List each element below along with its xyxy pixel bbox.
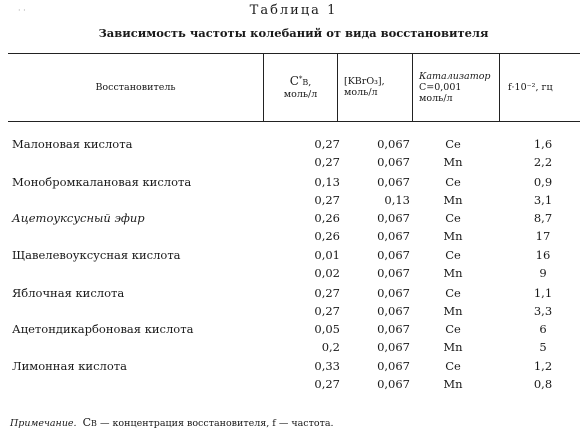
table-row: Малоновая кислота 0,27 0,067 Ce 1,6 <box>12 137 553 151</box>
header-frequency: f·10⁻², гц <box>508 81 553 93</box>
table-row: Лимонная кислота 0,33 0,067 Ce 1,2 <box>12 359 553 373</box>
header-bottom-rule <box>8 121 580 122</box>
table-row: 0,27 0,067 Mn 3,3 <box>314 304 553 318</box>
table-row: Монобромкалановая кислота 0,13 0,067 Ce 0,9 <box>12 175 553 189</box>
table-row: Щавелевоуксусная кислота 0,01 0,067 Ce 16 <box>12 248 551 262</box>
table-row: 0,27 0,13 Mn 3,1 <box>314 193 553 207</box>
table-row: 0,26 0,067 Mn 17 <box>314 229 551 243</box>
scan-artifact: · · <box>18 6 26 15</box>
table-footnote: Примечание. CB — концентрация восстановителя, f — частота. <box>10 416 334 429</box>
header-concentration: C*B, моль/л <box>283 74 318 100</box>
table-row: 0,2 0,067 Mn 5 <box>321 340 547 354</box>
table-row: Ацетоуксусный эфир 0,26 0,067 Ce 8,7 <box>12 211 553 225</box>
header-catalyst: Катализатор C=0,001 моль/л <box>419 70 491 104</box>
table-row: Ацетондикарбоновая кислота 0,05 0,067 Ce 6 <box>12 322 547 336</box>
table-row: 0,02 0,067 Mn 9 <box>314 266 547 280</box>
footnote-label: Примечание. <box>10 418 77 429</box>
table-number: Таблица 1 <box>249 3 338 18</box>
table-row: Яблочная кислота 0,27 0,067 Ce 1,1 <box>12 286 553 300</box>
header-reducer: Восстановитель <box>95 81 176 93</box>
table-row: 0,27 0,067 Mn 2,2 <box>314 155 553 169</box>
header-kbro3: [KBrO₃], моль/л <box>344 76 385 98</box>
table-title: Зависимость частоты колебаний от вида восстановителя <box>98 26 489 40</box>
table-row: 0,27 0,067 Mn 0,8 <box>314 377 553 391</box>
